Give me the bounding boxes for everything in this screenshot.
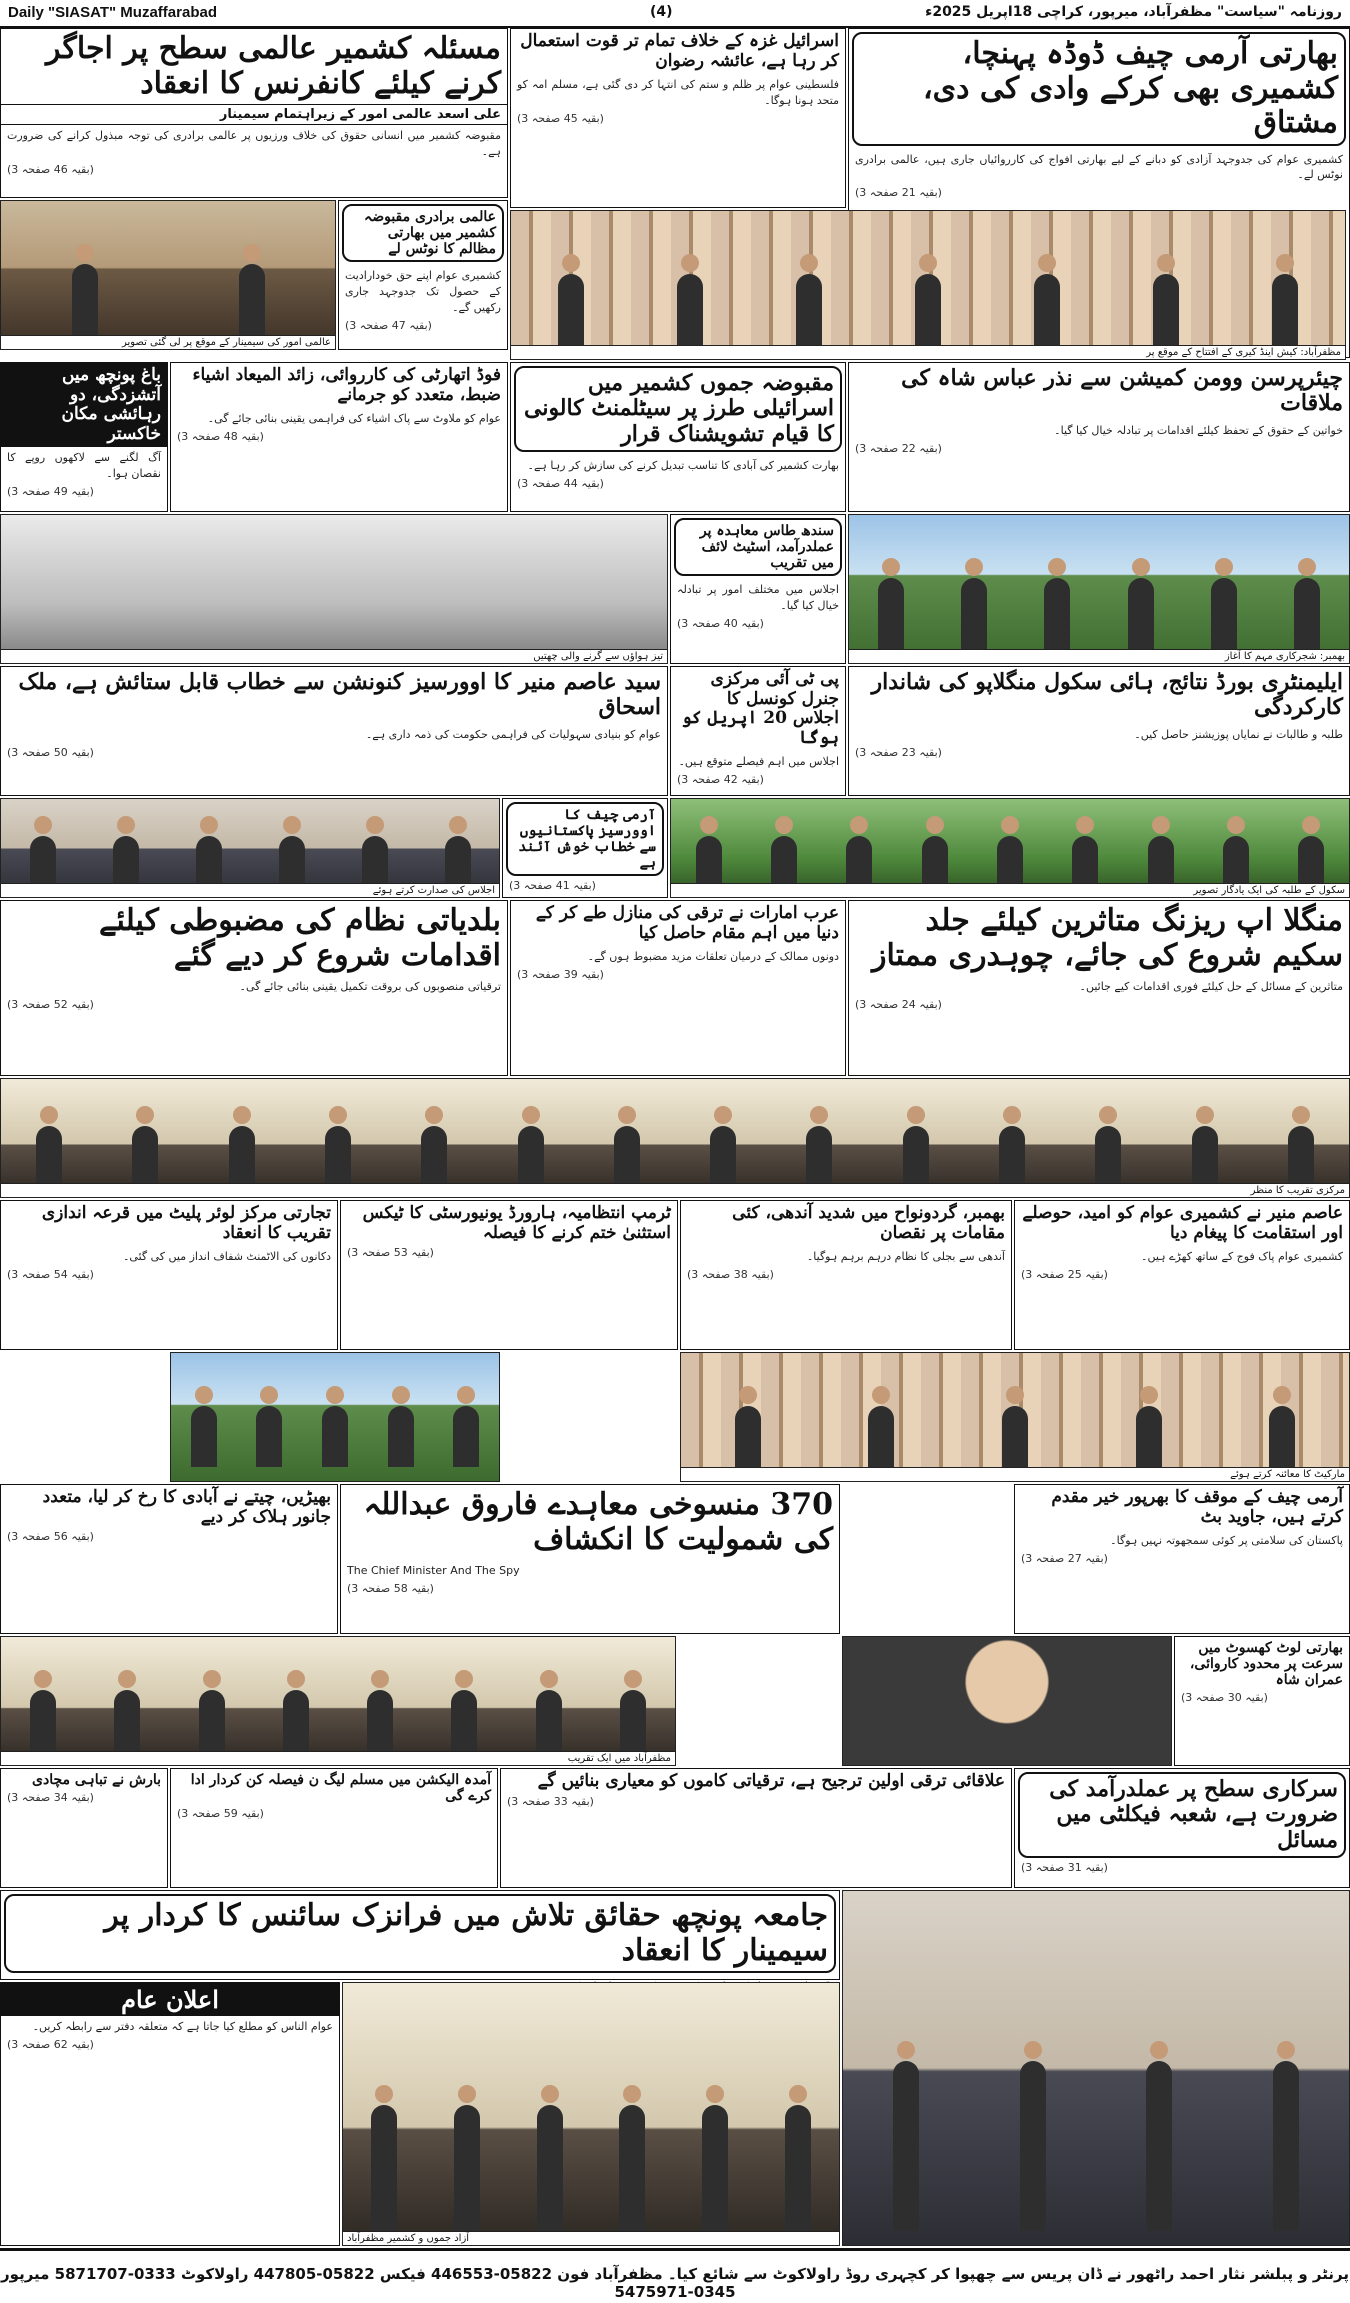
headline: منگلا اپ ریزنگ متاثرین کیلئے جلد سکیم شروع کی جائے، چوہدری ممتاز [871, 903, 1343, 973]
story-jump: (بقیہ 58 صفحہ 3) [347, 1581, 434, 1595]
story-s6 [510, 362, 846, 512]
photo-caption: تیز ہواؤں سے گرنے والی چھتیں [1, 649, 667, 663]
story-s10 [670, 666, 846, 796]
headline: پی ٹی آئی مرکزی جنرل کونسل کا اجلاس 20 اپریل کو ہوگا [681, 669, 839, 748]
story-s26 [0, 1890, 840, 1980]
headline: باغ پونچھ میں آتشزدگی، دو رہائشی مکان خاکستر [1, 363, 167, 447]
photo-portraits [842, 1636, 1172, 1766]
photo-office [0, 200, 336, 350]
story-jump: (بقیہ 38 صفحہ 3) [687, 1268, 774, 1282]
story-body: عوام کو بنیادی سہولیات کی فراہمی حکومت کی ذمہ داری ہے۔ [365, 727, 661, 741]
story-s17 [1014, 1200, 1350, 1350]
story-s27 [500, 1768, 1012, 1888]
story-body: مقبوضہ کشمیر میں انسانی حقوق کی خلاف ورزیوں پر عالمی برادری کی توجہ مبذول کرانے کی ضرورت ہے۔ [7, 129, 501, 158]
headline: ٹرمپ انتظامیہ، ہارورڈ یونیورسٹی کا ٹیکس استثنیٰ ختم کرنے کا فیصلہ [362, 1203, 671, 1243]
story-body: ترقیاتی منصوبوں کی بروقت تکمیل یقینی بنائی جائے گی۔ [239, 980, 501, 993]
headline: فوڈ اتھارٹی کی کارروائی، زائد المیعاد اشیاء ضبط، متعدد کو جرمانے [192, 365, 501, 405]
story-jump: (بقیہ 48 صفحہ 3) [177, 430, 264, 444]
story-jump: (بقیہ 24 صفحہ 3) [855, 997, 942, 1011]
story-body: کشمیری عوام اپنے حق خودارادیت کے حصول تک جدوجہد جاری رکھیں گے۔ [345, 269, 501, 315]
photo-meeting [0, 798, 500, 898]
story-body: فلسطینی عوام پر ظلم و ستم کی انتہا کر دی گئی ہے، مسلم امہ کو متحد ہونا ہوگا۔ [517, 78, 839, 108]
story-body: متاثرین کے مسائل کے حل کیلئے فوری اقدامات کیے جائیں۔ [1079, 980, 1343, 993]
masthead-title: Daily "SIASAT" Muzaffarabad [8, 4, 217, 21]
story-body: کشمیری عوام کی جدوجہد آزادی کو دبانے کے لیے بھارتی افواج کی کارروائیاں جاری ہیں، عالمی برادری نوٹس لے۔ [855, 152, 1343, 182]
story-jump: (بقیہ 56 صفحہ 3) [7, 1530, 94, 1544]
story-jump: (بقیہ 23 صفحہ 3) [855, 745, 942, 759]
story-body: طلبہ و طالبات نے نمایاں پوزیشنز حاصل کیں۔ [1134, 727, 1343, 741]
story-jump: (بقیہ 59 صفحہ 3) [177, 1807, 264, 1821]
story-jump: (بقیہ 42 صفحہ 3) [677, 773, 764, 787]
story-s22 [1014, 1484, 1350, 1634]
story-jump: (بقیہ 40 صفحہ 3) [677, 617, 764, 631]
photo-caption: بھمبر: شجرکاری مہم کا آغاز [849, 649, 1349, 663]
page-number: (4) [650, 4, 673, 20]
story-s11 [848, 666, 1350, 796]
headline: آرمی چیف کا اوورسیز پاکستانیوں سے خطاب خوش آئند ہے [506, 802, 664, 876]
story-jump: (بقیہ 44 صفحہ 3) [517, 476, 604, 490]
photo-caption: مظفرآباد: کیش اینڈ کیری کے افتتاح کے موقع پر [511, 345, 1345, 359]
story-s18 [680, 1200, 1012, 1350]
photo-university [342, 1982, 840, 2246]
headline: عرب امارات نے ترقی کی منازل طے کر کے دنیا میں اہم مقام حاصل کیا [535, 903, 839, 943]
story-jump: (بقیہ 46 صفحہ 3) [7, 162, 94, 176]
headline: سندھ طاس معاہدہ پر عملدرآمد، اسٹیٹ لائف میں تقریب [674, 518, 842, 576]
story-s9 [670, 514, 846, 664]
story-body: کشمیری عوام پاک فوج کے ساتھ کھڑے ہیں۔ [1141, 1250, 1343, 1264]
headline: اسرائیل غزہ کے خلاف تمام تر قوت استعمال کر رہا ہے، عائشہ رضوان [520, 31, 839, 71]
notice-jump: (بقیہ 62 صفحہ 3) [7, 2037, 94, 2051]
headline: ایلیمنٹری بورڈ نتائج، ہائی سکول منگلاپو کی شاندار کارکردگی [871, 669, 1343, 721]
story-s29 [0, 1768, 168, 1888]
photo-market [680, 1352, 1350, 1482]
photo-cash-carry [842, 1890, 1350, 2246]
masthead [0, 0, 1350, 28]
headline: تجارتی مرکز لوئر پلیٹ میں قرعہ اندازی تقریب کا انعقاد [41, 1203, 331, 1243]
story-jump: (بقیہ 47 صفحہ 3) [345, 319, 432, 333]
headline: چیئرپرسن وومن کمیشن سے نذر عباس شاہ کی ملاقات [901, 365, 1343, 417]
masthead-date: روزنامہ "سیاست" مظفرآباد، میرپور، کراچی 18اپریل 2025ء [925, 4, 1342, 20]
story-jump: (بقیہ 45 صفحہ 3) [517, 111, 604, 125]
headline: بارش نے تباہی مچادی [32, 1772, 161, 1788]
story-jump: (بقیہ 34 صفحہ 3) [7, 1791, 94, 1805]
headline: 370 منسوخی معاہدے فاروق عبداللہ کی شمولیت کا انکشاف [363, 1487, 833, 1557]
story-jump: (بقیہ 52 صفحہ 3) [7, 997, 94, 1011]
story-jump: (بقیہ 50 صفحہ 3) [7, 745, 94, 759]
footer-imprint: پرنٹر و پبلشر نثار احمد راٹھور نے ڈان پریس سے چھپوا کر کچہری روڈ راولاکوٹ سے شائع کیا۔ مظفرآباد فون 05822-446553 فیکس 05822-447805 راولاکوٹ 0333-5871707 میرپور 0345-5475971 [1, 2265, 1349, 2301]
notice-box [0, 1982, 340, 2246]
notice-text: عوام الناس کو مطلع کیا جاتا ہے کہ متعلقہ دفتر سے رابطہ کریں۔ [32, 2020, 333, 2033]
story-s5 [848, 362, 1350, 512]
story-s7 [170, 362, 508, 512]
subheadline: علی اسعد عالمی امور کے زیراہتمام سیمینار [1, 104, 507, 125]
photo-caption: عالمی امور کی سیمینار کے موقع پر لی گئی تصویر [1, 335, 335, 349]
story-body: دکانوں کی الاٹمنٹ شفاف انداز میں کی گئی۔ [122, 1250, 331, 1264]
photo-caption: مرکزی تقریب کا منظر [1, 1183, 1349, 1197]
story-s8 [0, 362, 168, 512]
photo-caption: آزاد جموں و کشمیر مظفرآباد [343, 2231, 839, 2245]
headline: بھیڑیں، چیتے نے آبادی کا رخ کر لیا، متعدد جانور ہلاک کر دیے [42, 1487, 331, 1527]
photo-caption: سکول کے طلبہ کی ایک یادگار تصویر [671, 883, 1349, 897]
headline: مقبوضہ جموں کشمیر میں اسرائیلی طرز پر سیٹلمنٹ کالونی کا قیام تشویشناک قرار [514, 366, 842, 452]
headline: بلدیاتی نظام کی مضبوطی کیلئے اقدامات شروع کر دیے گئے [98, 903, 501, 973]
photo-students [670, 798, 1350, 898]
story-s21 [340, 1484, 840, 1634]
photo-roofs [0, 514, 668, 664]
headline: عاصم منیر نے کشمیری عوام کو امید، حوصلے اور استقامت کا پیغام دیا [1022, 1203, 1343, 1243]
story-s25 [1014, 1768, 1350, 1888]
headline: بھمبر، گردونواح میں شدید آندھی، کئی مقامات پر نقصان [732, 1203, 1005, 1243]
story-jump: (بقیہ 21 صفحہ 3) [855, 186, 942, 200]
story-jump: (بقیہ 22 صفحہ 3) [855, 441, 942, 455]
story-body: اجلاس میں مختلف امور پر تبادلہ خیال کیا گیا۔ [677, 583, 839, 613]
photo-caption: اجلاس کی صدارت کرتے ہوئے [1, 883, 499, 897]
notice-title: اعلان عام [1, 1983, 339, 2016]
story-s28 [170, 1768, 498, 1888]
story-s12 [0, 666, 668, 796]
headline: آمدہ الیکشن میں مسلم لیگ ن فیصلہ کن کردار ادا کرے گی [190, 1772, 491, 1805]
story-s14 [848, 900, 1350, 1076]
story-jump: (بقیہ 25 صفحہ 3) [1021, 1268, 1108, 1282]
story-body: آندھی سے بجلی کا نظام درہم برہم ہوگیا۔ [806, 1250, 1005, 1264]
story-s2 [510, 28, 846, 208]
story-jump: (بقیہ 53 صفحہ 3) [347, 1246, 434, 1260]
photo-tree-planting [848, 514, 1350, 664]
story-s13 [502, 798, 668, 898]
story-s3 [0, 28, 508, 198]
headline: بھارتی آرمی چیف ڈوڈہ پہنچا، کشمیری بھی کرکے وادی کی دی، مشتاق [852, 32, 1346, 146]
story-body: اجلاس میں اہم فیصلے متوقع ہیں۔ [678, 755, 839, 769]
story-body: آگ لگنے سے لاکھوں روپے کا نقصان ہوا۔ [7, 451, 161, 481]
story-s16 [0, 900, 508, 1076]
story-s15 [510, 900, 846, 1076]
story-s4 [338, 200, 508, 350]
headline: سید عاصم منیر کا اوورسیز کنونشن سے خطاب قابل ستائش ہے، ملک اسحاق [18, 669, 661, 721]
photo-caption: مارکیٹ کا معائنہ کرتے ہوئے [681, 1467, 1349, 1481]
footer [0, 2248, 1350, 2303]
story-body: خواتین کے حقوق کے تحفظ کیلئے اقدامات پر تبادلہ خیال کیا گیا۔ [1054, 423, 1343, 437]
story-jump: (بقیہ 30 صفحہ 3) [1181, 1691, 1268, 1705]
page-grid [0, 28, 1350, 2246]
story-jump: (بقیہ 41 صفحہ 3) [509, 879, 596, 893]
story-body: The Chief Minister And The Spy [347, 1564, 520, 1577]
headline: سرکاری سطح پر عملدرآمد کی ضرورت ہے، شعبہ فیکلٹی میں مسائل [1018, 1772, 1346, 1858]
story-jump: (بقیہ 39 صفحہ 3) [517, 968, 604, 982]
headline: عالمی برادری مقبوضہ کشمیر میں بھارتی مظالم کا نوٹس لے [342, 204, 504, 262]
story-s20 [340, 1200, 678, 1350]
story-jump: (بقیہ 33 صفحہ 3) [507, 1794, 594, 1808]
headline: علاقائی ترقی اولین ترجیح ہے، ترقیاتی کاموں کو معیاری بنائیں گے [537, 1771, 1005, 1791]
story-body: پاکستان کی سلامتی پر کوئی سمجھوتہ نہیں ہوگا۔ [1110, 1534, 1343, 1548]
story-body: بھارت کشمیر کی آبادی کا تناسب تبدیل کرنے کی سازش کر رہا ہے۔ [527, 458, 839, 472]
headline: بھارتی لوٹ کھسوٹ میں سرعت پر محدود کاروائی، عمران شاہ [1189, 1640, 1343, 1689]
story-s19 [0, 1200, 338, 1350]
story-s23 [0, 1484, 338, 1634]
story-body: دونوں ممالک کے درمیان تعلقات مزید مضبوط ہوں گے۔ [587, 950, 839, 964]
story-s24 [1174, 1636, 1350, 1766]
photo-outdoor-group [170, 1352, 500, 1482]
story-jump: (بقیہ 49 صفحہ 3) [7, 485, 94, 499]
headline: مسئلہ کشمیر عالمی سطح پر اجاگر کرنے کیلئے کانفرنس کا انعقاد [45, 31, 501, 101]
story-jump: (بقیہ 54 صفحہ 3) [7, 1268, 94, 1282]
story-jump: (بقیہ 27 صفحہ 3) [1021, 1552, 1108, 1566]
story-jump: (بقیہ 31 صفحہ 3) [1021, 1860, 1108, 1874]
story-body: عوام کو ملاوٹ سے پاک اشیاء کی فراہمی یقینی بنائی جائے گی۔ [207, 412, 501, 426]
photo-shop [510, 210, 1346, 360]
photo-event [0, 1636, 676, 1766]
photo-caption: مظفرآباد میں ایک تقریب [1, 1751, 675, 1765]
headline: جامعہ پونچھ حقائق تلاش میں فرانزک سائنس کا کردار پر سیمینار کا انعقاد [4, 1894, 836, 1973]
headline: آرمی چیف کے موقف کا بھرپور خیر مقدم کرتے ہیں، جاوید بٹ [1051, 1487, 1343, 1527]
photo-ceremony [0, 1078, 1350, 1198]
